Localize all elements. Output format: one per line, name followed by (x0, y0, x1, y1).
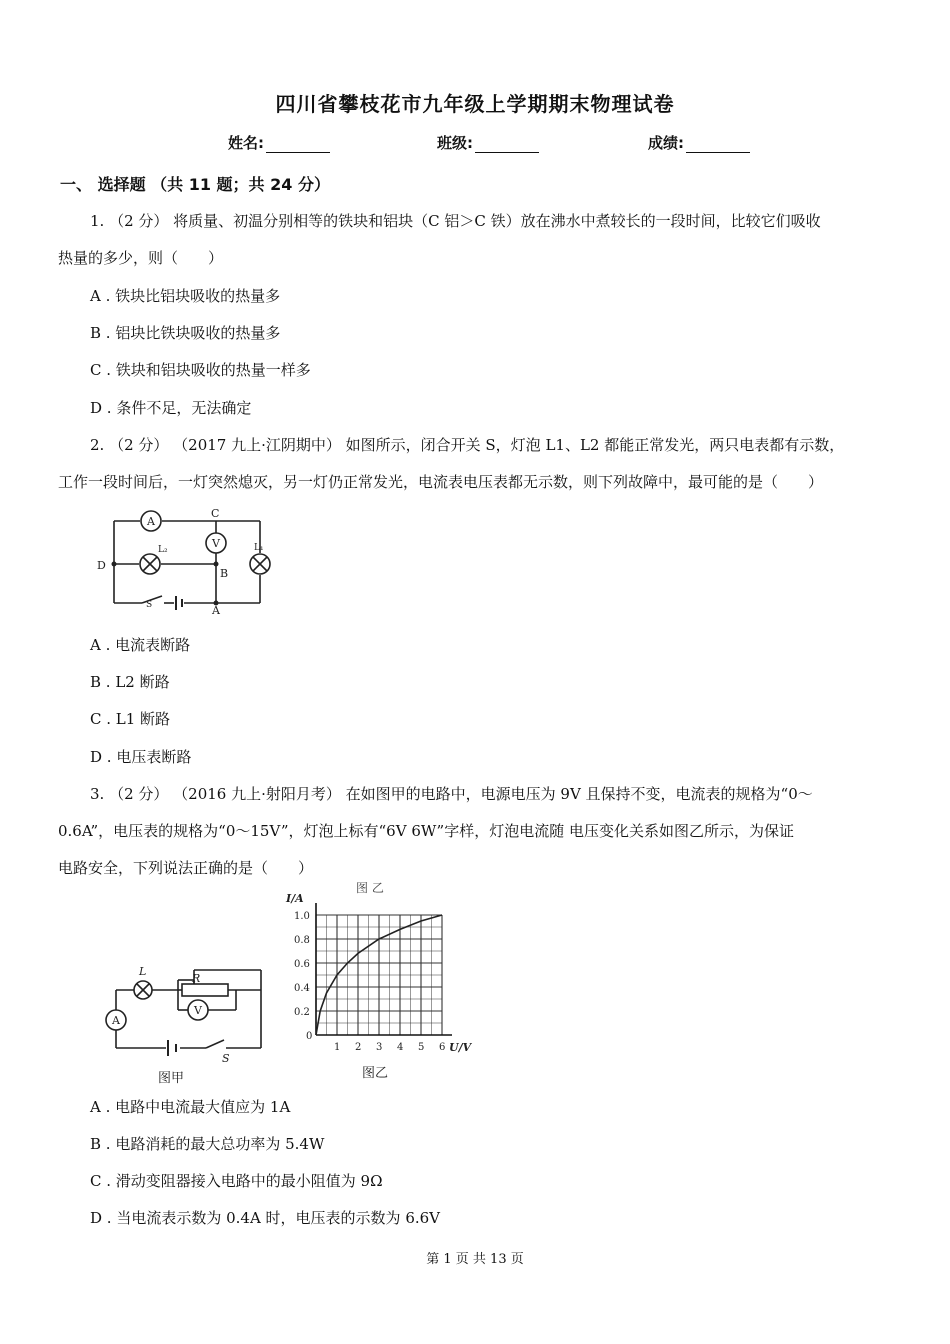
score-blank (686, 138, 750, 153)
chart-x-tick-label: 6 (439, 1042, 446, 1053)
switch-label: S (146, 600, 153, 610)
question-1-line1: 1. （2 分） 将质量、初温分别相等的铁块和铝块（C 铝＞C 铁）放在沸水中煮较长的一段时间，比较它们吸收 (90, 212, 821, 230)
point-c-label: C (211, 507, 220, 520)
question-3-line3: 电路安全，下列说法正确的是（ ） (58, 859, 314, 877)
score-label: 成绩: (648, 134, 684, 152)
chart-grid (316, 915, 442, 1035)
figure-yi-caption: 图乙 (362, 1066, 389, 1081)
question-1-line2: 热量的多少，则（ ） (58, 249, 224, 267)
figure-yi-top-label: 图 乙 (356, 881, 384, 895)
question-3-option-a: A . 电路中电流最大值应为 1A (90, 1098, 291, 1116)
lamp-l1-label: L₁ (254, 543, 264, 553)
rheostat-icon (182, 984, 228, 996)
page-footer: 第 1 页 共 13 页 (426, 1252, 524, 1267)
name-blank (266, 138, 330, 153)
question-3-option-b: B . 电路消耗的最大总功率为 5.4W (90, 1135, 325, 1153)
class-label: 班级: (437, 134, 473, 152)
chart-y-tick-label: 0.4 (294, 983, 310, 994)
question-3-option-d: D . 当电流表示数为 0.4A 时，电压表的示数为 6.6V (90, 1209, 441, 1227)
point-d-label: D (97, 559, 106, 572)
page-title: 四川省攀枝花市九年级上学期期末物理试卷 (275, 92, 675, 116)
name-field (228, 132, 330, 153)
question-3-option-c: C . 滑动变阻器接入电路中的最小阻值为 9Ω (90, 1172, 383, 1190)
class-blank (475, 138, 539, 153)
question-3-line1: 3. （2 分） （2016 九上·射阳月考） 在如图甲的电路中，电源电压为 9V 且保持不变，电流表的规格为“0～ (90, 785, 813, 803)
question-1-option-b: B . 铝块比铁块吸收的热量多 (90, 324, 281, 342)
chart-x-tick-label: 2 (355, 1042, 362, 1053)
lamp-label: L (139, 965, 147, 978)
point-a-label: A (212, 604, 220, 617)
question-1-option-a: A . 铁块比铝块吸收的热量多 (90, 287, 281, 305)
question-2-option-c: C . L1 断路 (90, 710, 171, 728)
chart-xlabel: U/V (449, 1041, 472, 1054)
question-1-option-d: D . 条件不足，无法确定 (90, 399, 252, 417)
score-field (648, 132, 750, 153)
chart-x-tick-label: 5 (418, 1042, 425, 1053)
figure-jia-caption: 图甲 (158, 1071, 185, 1086)
class-field (437, 132, 539, 153)
figure-jia-circuit (96, 960, 271, 1088)
lamp-l2-label: L₂ (158, 545, 168, 555)
rheostat-label: R (192, 972, 201, 985)
chart-y-tick-label: 1.0 (294, 911, 310, 922)
section-heading: 一、 选择题 （共 11 题；共 24 分） (60, 175, 330, 194)
question-3-line2: 0.6A”，电压表的规格为“0～15V”，灯泡上标有“6V 6W”字样，灯泡电流随 电压变化关系如图乙所示，为保证 (58, 822, 794, 840)
question-1-option-c: C . 铁块和铝块吸收的热量一样多 (90, 361, 311, 379)
chart-x-tick-label: 1 (334, 1042, 341, 1053)
chart-y-tick-label: 0.8 (294, 935, 310, 946)
chart-x-tick-label: 4 (397, 1042, 404, 1053)
question-2-option-b: B . L2 断路 (90, 673, 170, 691)
name-label: 姓名: (228, 134, 264, 152)
chart-y-tick-label: 0.2 (294, 1007, 310, 1018)
chart-y-tick-label: 0 (306, 1031, 313, 1042)
question-2-option-d: D . 电压表断路 (90, 748, 192, 766)
ammeter-label: A (112, 1014, 120, 1027)
question-2-line1: 2. （2 分） （2017 九上·江阴期中） 如图所示，闭合开关 S，灯泡 L1、L2 都能正常发光，两只电表都有示数， (90, 436, 845, 454)
question-2-line2: 工作一段时间后，一灯突然熄灭，另一灯仍正常发光，电流表电压表都无示数，则下列故障中，最可能的是（ ） (58, 473, 824, 491)
switch-label: S (222, 1052, 230, 1065)
question-2-option-a: A . 电流表断路 (90, 636, 191, 654)
chart-ylabel: I/A (286, 892, 304, 905)
chart-x-tick-label: 3 (376, 1042, 383, 1053)
figure-yi-chart (284, 880, 484, 1085)
voltmeter-label: V (194, 1004, 202, 1017)
chart-y-tick-label: 0.6 (294, 959, 310, 970)
point-b-label: B (220, 567, 229, 580)
ammeter-label: A (147, 515, 155, 528)
voltmeter-label: V (212, 537, 220, 550)
question-2-circuit-diagram (92, 506, 272, 618)
